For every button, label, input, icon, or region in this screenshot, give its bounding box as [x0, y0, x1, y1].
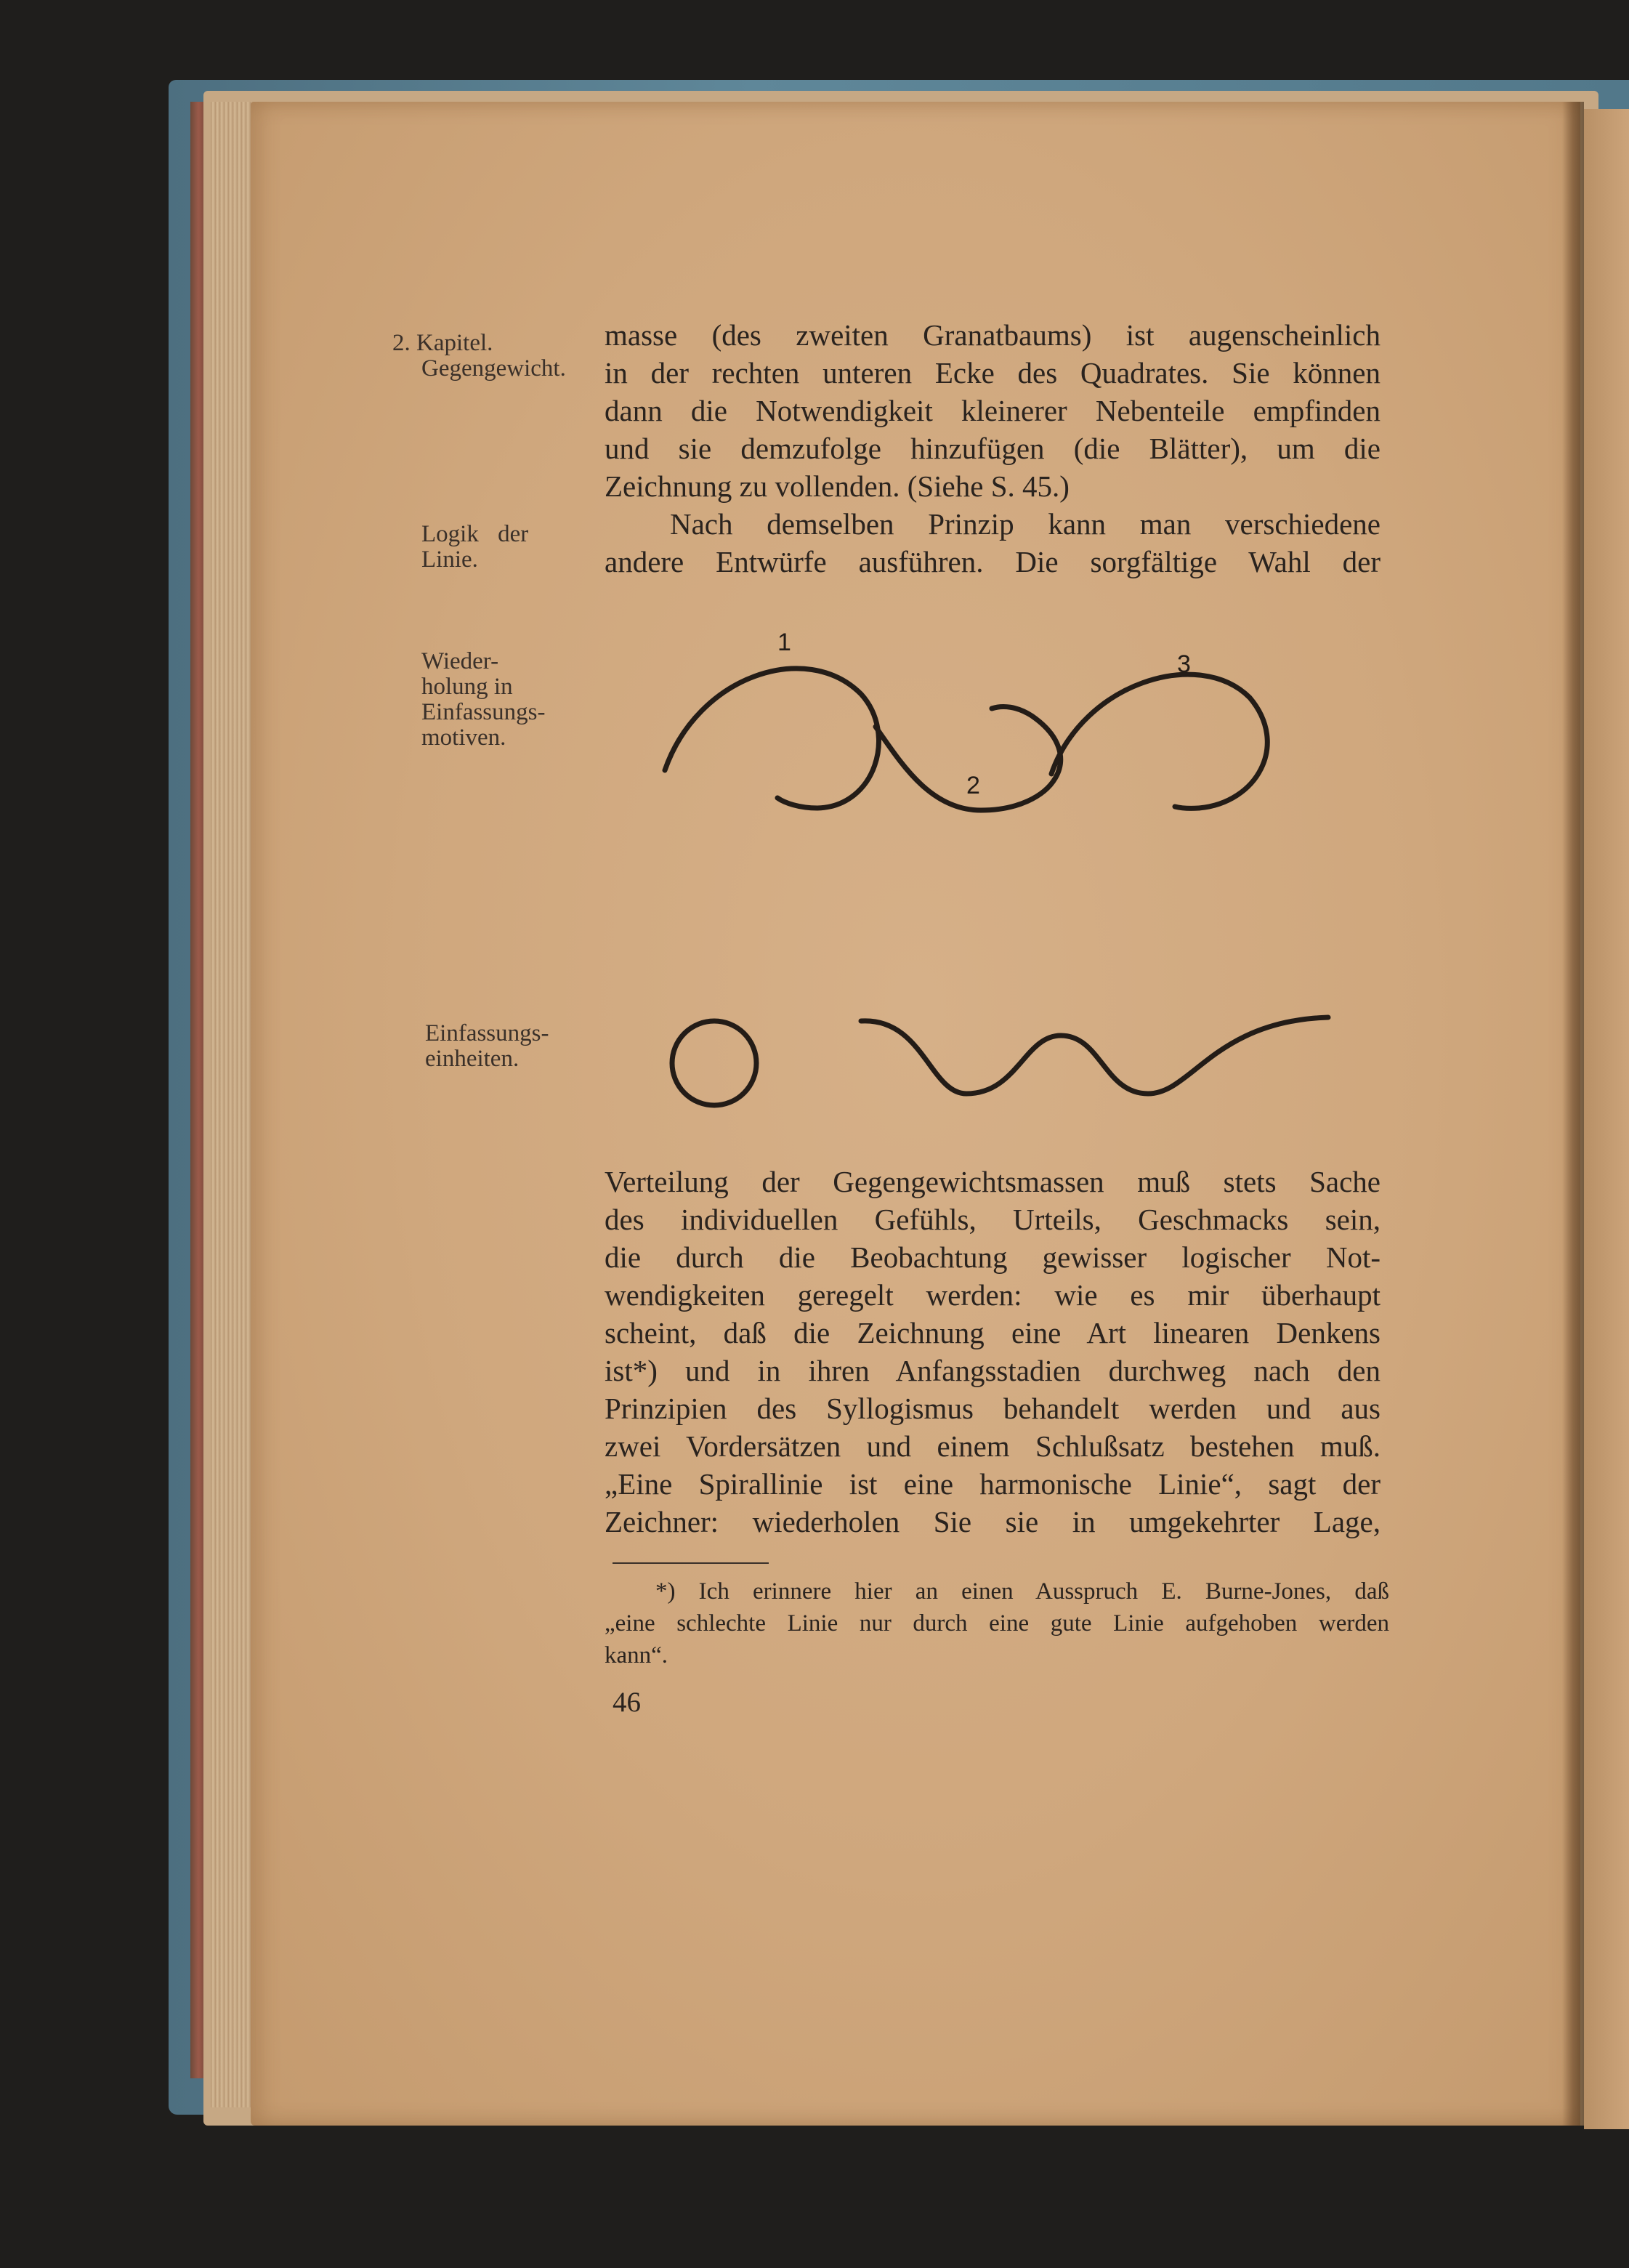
text-line: und sie demzufolge hinzufügen (die Blätter), um die: [605, 432, 1381, 465]
footnote-line: *) Ich erinnere hier an einen Ausspruch E. Burne-Jones, daß: [655, 1578, 1389, 1605]
text-line: masse (des zweiten Granatbaums) ist augenscheinlich: [605, 318, 1381, 352]
figure-label-2: 2: [966, 772, 980, 799]
text-line: in der rechten unteren Ecke des Quadrates. Sie können: [605, 356, 1381, 390]
facing-page-edge: [1584, 109, 1629, 2129]
text-line: des individuellen Gefühls, Urteils, Geschmacks sein,: [605, 1203, 1381, 1236]
figure-label-1: 1: [777, 629, 791, 656]
text-line: Nach demselben Prinzip kann man verschiedene: [670, 507, 1381, 541]
border-unit-figure: [654, 1003, 1344, 1119]
text-line: Verteilung der Gegengewichtsmassen muß stets Sache: [605, 1165, 1381, 1198]
margin-note-line: Linie.: [421, 546, 478, 573]
page-number: 46: [613, 1687, 641, 1718]
text-line: andere Entwürfe ausführen. Die sorgfältige Wahl der: [605, 545, 1381, 578]
paragraph-top: [605, 316, 1381, 581]
text-line: Zeichnung zu vollenden. (Siehe S. 45.): [605, 469, 1070, 503]
text-line: zwei Vordersätzen und einem Schlußsatz bestehen muß.: [605, 1429, 1381, 1463]
text-line: Zeichner: wiederholen Sie sie in umgekehrter Lage,: [605, 1505, 1381, 1538]
spiral-repetition-figure: [639, 618, 1293, 850]
text-line: dann die Notwendigkeit kleinerer Nebenteile empfinden: [605, 394, 1381, 427]
footnote: [605, 1575, 1389, 1671]
text-line: ist*) und in ihren Anfangsstadien durchweg nach den: [605, 1354, 1381, 1387]
page-gutter: [1562, 102, 1584, 2126]
footnote-line: kann“.: [605, 1642, 668, 1668]
margin-note-kapitel: [392, 331, 566, 382]
margin-note-line: Logik der: [421, 521, 529, 547]
paragraph-bottom: [605, 1163, 1381, 1541]
margin-note-line: holung in: [421, 674, 513, 700]
margin-note-einheiten: [425, 1021, 549, 1072]
margin-note-wiederholung: [421, 649, 545, 751]
curve-1: [665, 669, 878, 808]
text-line: wendigkeiten geregelt werden: wie es mir überhaupt: [605, 1278, 1381, 1312]
margin-note-line: 2. Kapitel.: [392, 330, 493, 356]
wave-unit: [861, 1017, 1328, 1094]
margin-note-line: motiven.: [421, 725, 506, 751]
margin-note-line: Gegengewicht.: [421, 355, 566, 382]
text-line: die durch die Beobachtung gewisser logischer Not-: [605, 1240, 1381, 1274]
curve-3: [1051, 674, 1267, 808]
circle-unit: [672, 1021, 756, 1105]
margin-note-logik: [421, 522, 528, 573]
footnote-divider: [613, 1562, 769, 1564]
text-line: scheint, daß die Zeichnung eine Art linearen Denkens: [605, 1316, 1381, 1349]
figure-label-3: 3: [1177, 650, 1191, 678]
footnote-line: „eine schlechte Linie nur durch eine gute Linie aufgehoben werden: [605, 1610, 1389, 1637]
margin-note-line: Wieder-: [421, 648, 499, 674]
margin-note-line: Einfassungs-: [425, 1020, 549, 1046]
margin-note-line: Einfassungs-: [421, 699, 546, 725]
text-line: Prinzipien des Syllogismus behandelt werden und aus: [605, 1392, 1381, 1425]
text-line: „Eine Spirallinie ist eine harmonische Linie“, sagt der: [605, 1467, 1381, 1501]
margin-note-line: einheiten.: [425, 1046, 520, 1072]
